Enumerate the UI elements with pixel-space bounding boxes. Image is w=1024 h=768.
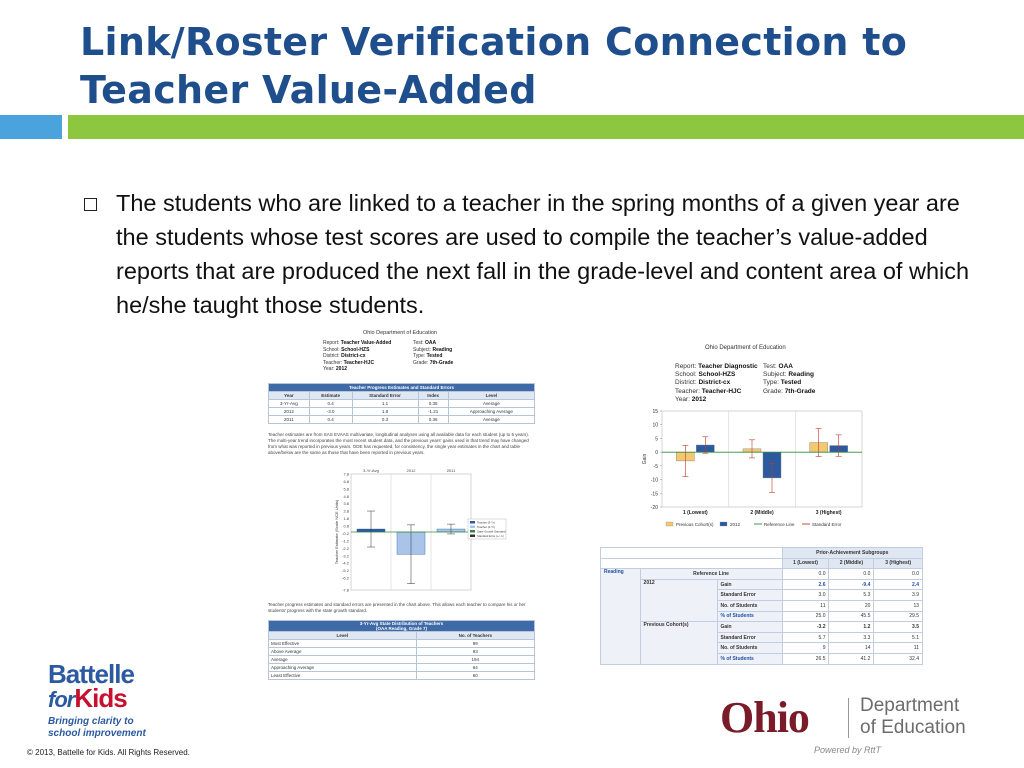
y-tick-label: -2.2 xyxy=(342,545,349,551)
y-axis-label: Gain xyxy=(642,453,648,465)
title-rule-green xyxy=(68,115,1024,139)
category-label: 3 (Highest) xyxy=(815,510,842,516)
info-value: Tested xyxy=(780,379,802,387)
cell: 1.1 xyxy=(352,400,418,408)
legend-label: Previous Cohort(s) xyxy=(676,522,714,527)
table-row xyxy=(601,622,923,633)
y-tick-label: -20 xyxy=(650,505,658,511)
dist-caption-sub: (OAA Reading, Grade 7) xyxy=(375,626,428,631)
subgroup-gain-chart xyxy=(640,407,870,535)
table-row xyxy=(601,579,923,590)
table-caption: Teacher Progress Estimates and Standard Errors xyxy=(269,384,535,392)
info-key: Report: xyxy=(323,340,340,346)
cell: 0.0 xyxy=(874,569,923,580)
state-distribution-table xyxy=(268,620,535,680)
group-label: 2012 xyxy=(640,579,717,621)
legend-label: State Growth Standard xyxy=(477,529,506,534)
cell: -1.21 xyxy=(418,408,448,416)
row-label: Gain xyxy=(717,622,782,633)
y-tick-label: -6.2 xyxy=(342,575,349,581)
info-key: School: xyxy=(675,371,697,379)
cell: 0.0 xyxy=(782,569,829,580)
doc1-explanation: Teacher estimates are from SAS EVAAS multivariate, longitudinal analyses using all available data for each student (up to 5 years). The multi-year trend incorporates the most recent student data, and the previous years' gains used in that trend may have changed from what was reported in previous years. ODE has requested, for consistency, the single year estimates in the chart and table above/below are the same as those that have been reported in previous years. xyxy=(268,432,530,455)
y-tick-label: 7.8 xyxy=(343,471,349,477)
cell: Approaching Average xyxy=(448,408,534,416)
logo-word-for: for xyxy=(48,687,75,712)
cell: 20 xyxy=(829,600,874,611)
tagline-line: school improvement xyxy=(48,728,146,739)
dept-line-2: of Education xyxy=(860,717,966,738)
cell: 5.1 xyxy=(874,632,923,643)
table-row xyxy=(601,569,923,580)
cell: 5.7 xyxy=(782,632,829,643)
info-value: Teacher Value-Added xyxy=(340,340,392,346)
dept-line-1: Department xyxy=(860,695,960,716)
dist-caption: 3-Yr-Avg State Distribution of Teachers xyxy=(359,621,444,626)
cell: 14 xyxy=(829,643,874,654)
cell: -9.4 xyxy=(829,579,874,590)
info-key: Grade: xyxy=(413,359,429,366)
legend-label: Teacher (2-Yr) xyxy=(477,525,495,529)
legend-swatch xyxy=(470,526,475,529)
cell: 1.2 xyxy=(829,622,874,633)
doc1-chart-note: Teacher progress estimates and standard errors are presented in the chart above. This allows each teacher to compare his or her students' progress with the state growth standard. xyxy=(268,602,526,613)
info-value: Tested xyxy=(426,353,443,359)
info-value: Teacher-HJC xyxy=(343,359,375,366)
battelle-for-kids-logo xyxy=(48,659,158,740)
info-key: Test: xyxy=(763,363,777,370)
cell: 1.8 xyxy=(352,408,418,416)
info-key: Year: xyxy=(323,366,335,372)
slide-title: Link/Roster Verification Connection to Teacher Value-Added xyxy=(80,20,908,112)
cell: 93 xyxy=(416,648,534,656)
cell: Above Average xyxy=(269,648,417,656)
cell: 0.4 xyxy=(309,416,352,424)
info-value: Teacher Diagnostic xyxy=(698,363,758,370)
category-label: 1 (Lowest) xyxy=(682,510,708,516)
doc2-header: Ohio Department of Education xyxy=(705,345,786,351)
cell: 2.4 xyxy=(874,579,923,590)
doc1-info-left xyxy=(323,340,391,373)
table-row xyxy=(269,640,535,648)
cell: -3.2 xyxy=(782,622,829,633)
cell: Average xyxy=(448,416,534,424)
ohio-wordmark: Ohio xyxy=(720,693,809,742)
cell: Average xyxy=(448,400,534,408)
y-tick-label: 15 xyxy=(652,409,658,415)
table-caption: Prior-Achievement Subgroups xyxy=(782,548,922,559)
info-key: Type: xyxy=(413,353,426,359)
cell: 45.5 xyxy=(829,611,874,622)
bullet-text: The students who are linked to a teacher in the spring months of a given year are the students whose test scores are used to compile the teacher’s value-added reports that are produced the next fall in the grade-level and content area of which he/she taught those students. xyxy=(116,190,970,318)
info-value: District-cx xyxy=(698,379,731,387)
info-key: Teacher: xyxy=(675,387,700,395)
y-tick-label: 4.8 xyxy=(343,493,349,499)
copyright-text: © 2013, Battelle for Kids. All Rights Reserved. xyxy=(27,748,190,757)
y-tick-label: -5 xyxy=(653,463,658,470)
logo-word-kids: Kids xyxy=(74,683,127,713)
col-header: 2 (Middle) xyxy=(829,558,874,569)
legend-swatch xyxy=(470,530,475,533)
cell: Least Effective xyxy=(269,672,417,680)
col-header: 1 (Lowest) xyxy=(782,558,829,569)
bullet-square-icon xyxy=(84,198,97,211)
y-tick-label: 5.8 xyxy=(343,486,349,492)
info-value: Teacher-HJC xyxy=(701,387,742,395)
cell: 0.4 xyxy=(309,400,352,408)
info-key: Test: xyxy=(413,340,424,346)
info-key: District: xyxy=(323,353,340,359)
y-tick-label: -4.2 xyxy=(342,560,349,566)
info-value: Reading xyxy=(432,346,453,353)
logo-tagline xyxy=(48,716,158,740)
info-value: 7th-Grade xyxy=(784,387,816,395)
col-header: Level xyxy=(448,392,534,400)
cell: 0.36 xyxy=(418,416,448,424)
doc1-header: Ohio Department of Education xyxy=(363,330,437,336)
cell: 25.0 xyxy=(782,611,829,622)
col-header: 3 (Highest) xyxy=(874,558,923,569)
col-header: Year xyxy=(269,392,310,400)
cell: 99 xyxy=(416,640,534,648)
doc2-info-left xyxy=(675,363,758,404)
doc1-info-right xyxy=(413,340,453,366)
y-tick-label: -10 xyxy=(650,477,658,484)
category-label: 2011 xyxy=(446,468,456,473)
category-label: 3-Yr-Avg xyxy=(363,468,379,473)
table-row xyxy=(269,656,535,664)
row-label: % of Students xyxy=(717,611,782,622)
info-key: Type: xyxy=(763,379,779,387)
prior-achievement-table xyxy=(600,547,923,665)
info-value: 2012 xyxy=(335,366,348,372)
cell: 194 xyxy=(416,656,534,664)
cell: 2011 xyxy=(269,416,310,424)
tagline-line: Bringing clarity to xyxy=(48,716,134,727)
y-tick-label: 6.8 xyxy=(343,478,349,484)
col-header: No. of Teachers xyxy=(416,632,534,640)
col-header: Standard Error xyxy=(352,392,418,400)
table-row xyxy=(269,416,535,424)
info-value: School-HZS xyxy=(341,346,370,353)
cell: 64 xyxy=(416,664,534,672)
y-tick-label: 2.8 xyxy=(343,508,349,514)
cell: Most Effective xyxy=(269,640,417,648)
row-label: Reference Line xyxy=(640,569,782,580)
info-key: Grade: xyxy=(763,387,783,395)
info-key: Teacher: xyxy=(323,359,343,366)
cell: 2.6 xyxy=(782,579,829,590)
logo-divider xyxy=(848,698,849,738)
cell: 0.0 xyxy=(829,569,874,580)
table-row xyxy=(269,672,535,680)
doc2-info-right xyxy=(763,363,815,396)
y-tick-label: -1.2 xyxy=(342,538,349,544)
cell: 0.35 xyxy=(418,400,448,408)
info-key: School: xyxy=(323,346,340,353)
info-value: OAA xyxy=(778,363,793,370)
y-tick-label: 0 xyxy=(655,450,658,457)
category-label: 2 (Middle) xyxy=(750,510,774,516)
table-row xyxy=(269,408,535,416)
cell: 9 xyxy=(782,643,829,654)
teacher-value-added-report xyxy=(265,330,535,686)
cell: 5.3 xyxy=(829,590,874,601)
legend-label: Standard Error xyxy=(812,522,842,527)
cell: Approaching Average xyxy=(269,664,417,672)
y-tick-label: 5 xyxy=(655,436,658,443)
legend-label: 2012 xyxy=(730,522,741,527)
logo-word-battelle: Battelle xyxy=(48,659,134,689)
y-tick-label: -3.2 xyxy=(342,553,349,559)
title-rule-blue xyxy=(0,115,62,139)
table-row xyxy=(269,648,535,656)
col-header: Index xyxy=(418,392,448,400)
cell: 2012 xyxy=(269,408,310,416)
cell: 29.5 xyxy=(874,611,923,622)
cell: 11 xyxy=(874,643,923,654)
info-value: 2012 xyxy=(691,395,707,403)
cell: 26.5 xyxy=(782,653,829,664)
info-value: OAA xyxy=(424,340,437,346)
row-label: No. of Students xyxy=(717,600,782,611)
info-key: District: xyxy=(675,379,697,387)
y-axis-label: Teacher Estimate (Scale NCE Units) xyxy=(334,499,339,565)
teacher-estimate-chart xyxy=(333,466,506,596)
cell: 3.5 xyxy=(874,622,923,633)
cell: Average xyxy=(269,656,417,664)
cell: 13 xyxy=(874,600,923,611)
col-header: Estimate xyxy=(309,392,352,400)
table-row xyxy=(269,400,535,408)
y-tick-label: -15 xyxy=(650,491,658,498)
legend-swatch xyxy=(666,522,673,526)
y-tick-label: 1.8 xyxy=(343,516,349,522)
table-row xyxy=(269,664,535,672)
group-label: Previous Cohort(s) xyxy=(640,622,717,664)
cell: 11 xyxy=(782,600,829,611)
y-tick-label: -5.2 xyxy=(342,568,349,574)
row-label: No. of Students xyxy=(717,643,782,654)
teacher-progress-table xyxy=(268,383,535,424)
legend-label: Standard Error (+/- 1) xyxy=(477,534,504,538)
y-tick-label: -0.2 xyxy=(342,530,349,536)
y-tick-label: 0.8 xyxy=(343,523,349,529)
info-value: Reading xyxy=(788,371,814,379)
cell: 60 xyxy=(416,672,534,680)
cell: 32.4 xyxy=(874,653,923,664)
info-key: Subject: xyxy=(413,346,432,353)
cell: 3.9 xyxy=(874,590,923,601)
legend-swatch xyxy=(470,521,475,524)
y-tick-label: -7.8 xyxy=(342,587,349,593)
info-key: Report: xyxy=(675,363,697,370)
category-label: 2012 xyxy=(406,468,416,473)
info-key: Year: xyxy=(675,395,690,403)
y-tick-label: 3.8 xyxy=(343,501,349,507)
legend-label: Teacher (3-Yr) xyxy=(477,520,495,525)
legend-label: Reference Line xyxy=(764,522,795,527)
info-key: Subject: xyxy=(763,371,787,379)
info-value: 7th-Grade xyxy=(429,359,454,366)
cell: 0.3 xyxy=(352,416,418,424)
cell: 41.2 xyxy=(829,653,874,664)
powered-by-text: Powered by RttT xyxy=(814,745,882,755)
cell: 3.0 xyxy=(782,590,829,601)
info-value: School-HZS xyxy=(698,371,736,379)
row-label: Gain xyxy=(717,579,782,590)
legend-swatch xyxy=(720,522,727,526)
cell: 3-Yr-Avg xyxy=(269,400,310,408)
info-value: District-cx xyxy=(341,353,366,359)
cell: -3.0 xyxy=(309,408,352,416)
row-label: Standard Error xyxy=(717,632,782,643)
cell: 3.3 xyxy=(829,632,874,643)
legend-swatch xyxy=(470,535,475,538)
row-label: % of Students xyxy=(717,653,782,664)
row-label: Standard Error xyxy=(717,590,782,601)
subject-cell: Reading xyxy=(601,569,641,664)
col-header: Level xyxy=(269,632,417,640)
y-tick-label: 10 xyxy=(652,422,658,429)
